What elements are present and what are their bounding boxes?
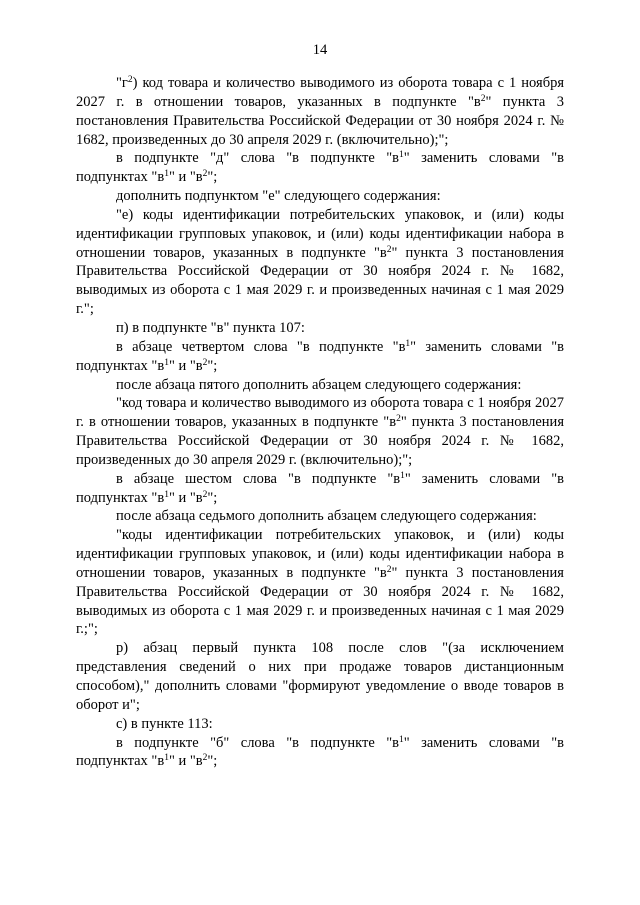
text-run: в абзаце шестом слова "в подпункте "в (116, 470, 401, 487)
document-body (76, 74, 564, 771)
paragraph (76, 319, 564, 338)
text-run: "; (207, 489, 218, 506)
paragraph (76, 470, 564, 508)
superscript: 1 (164, 357, 169, 368)
text-run: "е) коды идентификации потребительских упаковок, и (или) коды идентификации групповых упаковок, и (или) коды идентификации набора в отношении товаров, указанных в подпункте "в (76, 206, 564, 261)
text-run: " заменить словами "в подпунктах "в (76, 150, 564, 186)
superscript: 1 (164, 753, 169, 764)
superscript: 2 (480, 93, 486, 104)
text-run: " пункта 3 постановления Правительства Российской Федерации от 30 ноября 2024 г. № 1682, выводимых из оборота с 1 мая 2029 г. и произведенных начиная с 1 мая 2029 г."; (76, 244, 564, 318)
text-run: " заменить словами "в подпунктах "в (76, 734, 564, 770)
text-run: "; (207, 753, 218, 770)
text-run: " пункта 3 постановления Правительства Российской Федерации от 30 ноября 2024 г. № 1682, произведенных до 30 апреля 2029 г. (включительно);"; (76, 93, 564, 148)
paragraph (76, 734, 564, 772)
page-number: 14 (312, 42, 328, 58)
paragraph (76, 507, 564, 526)
text-run: "г (116, 75, 128, 91)
text-run: р) абзац первый пункта 108 после слов "(за исключением представления сведений о них при продаже товаров дистанционным способом)," дополнить словами "формируют уведомление о вводе товаров в оборот и"; (76, 640, 564, 713)
text-run: дополнить подпунктом "е" следующего содержания: (116, 188, 441, 205)
text-run: " заменить словами "в подпунктах "в (76, 338, 564, 374)
paragraph (76, 526, 564, 639)
paragraph (76, 149, 564, 187)
superscript: 1 (164, 169, 169, 180)
paragraph (76, 206, 564, 319)
text-run: после абзаца пятого дополнить абзацем следующего содержания: (116, 376, 522, 393)
text-run: в подпункте "б" слова "в подпункте "в (116, 734, 400, 751)
text-run: " пункта 3 постановления Правительства Российской Федерации от 30 ноября 2024 г. № 1682, произведенных до 30 апреля 2029 г. (включительно);"; (76, 414, 564, 468)
text-run: " и "в (168, 357, 203, 374)
superscript: 1 (405, 338, 411, 349)
superscript: 2 (202, 357, 208, 368)
text-run: "; (207, 357, 218, 374)
paragraph (76, 187, 564, 206)
text-run: после абзаца седьмого дополнить абзацем следующего содержания: (116, 508, 537, 525)
superscript: 2 (386, 564, 392, 575)
superscript: 2 (396, 414, 401, 425)
text-run: п) в подпункте "в" пункта 107: (116, 319, 305, 336)
paragraph (76, 338, 564, 376)
superscript: 1 (164, 489, 169, 500)
superscript: 1 (400, 470, 405, 481)
paragraph (76, 715, 564, 734)
text-run: " и "в (168, 489, 203, 506)
superscript: 2 (386, 244, 392, 255)
superscript: 2 (202, 753, 208, 764)
superscript: 1 (399, 734, 404, 745)
text-run: в абзаце четвертом слова "в подпункте "в (116, 338, 406, 355)
text-run: " заменить словами "в подпунктах "в (76, 470, 564, 506)
paragraph (76, 376, 564, 395)
superscript: 1 (399, 150, 404, 161)
text-run: с) в пункте 113: (116, 715, 213, 732)
text-run: "; (207, 169, 218, 186)
text-run: " и "в (168, 169, 203, 186)
paragraph (76, 639, 564, 714)
superscript: 2 (202, 169, 208, 180)
superscript: 2 (202, 489, 208, 500)
text-run: "код товара и количество выводимого из оборота товара с 1 ноября 2027 г. в отношении товаров, указанных в подпункте "в (76, 395, 564, 431)
text-run: ) код товара и количество выводимого из оборота товара с 1 ноября 2027 г. в отношении товаров, указанных в подпункте "в (76, 75, 564, 110)
text-run: "коды идентификации потребительских упаковок, и (или) коды идентификации групповых упаковок, и (или) коды идентификации набора в отношении товаров, указанных в подпункте "в (76, 527, 564, 581)
paragraph (76, 74, 564, 149)
text-run: в подпункте "д" слова "в подпункте "в (116, 150, 400, 167)
text-run: " пункта 3 постановления Правительства Российской Федерации от 30 ноября 2024 г. № 1682, выводимых из оборота с 1 мая 2029 г. и произведенных начиная с 1 мая 2029 г.;"; (76, 564, 564, 638)
paragraph (76, 394, 564, 469)
text-run: " и "в (168, 753, 203, 770)
superscript: 2 (127, 75, 133, 85)
